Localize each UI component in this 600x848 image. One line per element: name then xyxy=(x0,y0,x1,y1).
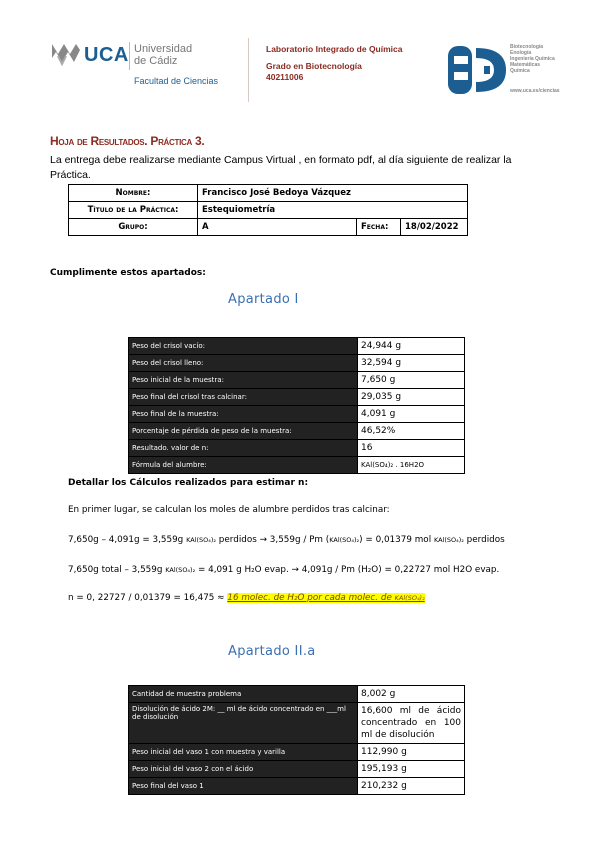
student-info-table xyxy=(68,184,468,236)
table-row xyxy=(129,372,465,389)
faculty-url: www.uca.es/ciencias xyxy=(510,88,560,94)
uca-wordmark: UCA xyxy=(84,44,129,66)
table-row xyxy=(129,406,465,423)
row-label: Fórmula del alumbre: xyxy=(129,457,358,474)
row-label: Peso final de la muestra: xyxy=(129,406,358,423)
row-label: Peso inicial del vaso 2 con el ácido xyxy=(129,761,358,778)
universidad-name xyxy=(134,43,192,67)
program-item: Enología xyxy=(510,50,532,56)
formula-alumbre: KAl(SO₄)₂ xyxy=(186,536,216,544)
titulo-value: Estequiometría xyxy=(198,202,468,219)
intro-text: La entrega debe realizarse mediante Campus Virtual , en formato pdf, al día siguiente de realizar la Práctica. xyxy=(50,154,512,181)
table-row xyxy=(129,457,465,474)
table-row xyxy=(69,202,468,219)
row-label: Peso inicial del vaso 1 con muestra y varilla xyxy=(129,744,358,761)
apartado-1-title: Apartado I xyxy=(228,292,299,307)
calc-part: 7,650g total – 3,559g xyxy=(68,565,163,575)
grupo-label: Grupo: xyxy=(69,219,198,236)
table-row xyxy=(129,703,465,744)
row-label: Disolución de ácido 2M: __ ml de ácido concentrado en ___ml de disolución xyxy=(129,703,358,744)
header-divider xyxy=(248,38,249,102)
table-row xyxy=(129,389,465,406)
row-value: 112,990 g xyxy=(358,744,465,761)
formula-alumbre: KAl(SO₄)₂ xyxy=(433,536,464,544)
row-value: 195,193 g xyxy=(358,761,465,778)
course-code: 40211006 xyxy=(266,72,304,82)
row-label: Peso final del crisol tras calcinar: xyxy=(129,389,358,406)
program-item: Biotecnología xyxy=(510,44,544,50)
result-text: 16 molec. de H₂O por cada molec. de xyxy=(227,593,392,603)
table-row xyxy=(129,744,465,761)
program-item: Ingeniería Química xyxy=(510,56,555,62)
grupo-value: A xyxy=(198,219,357,236)
table-row xyxy=(129,423,465,440)
calc-part: perdidos xyxy=(466,535,505,545)
row-label: Resultado. valor de n: xyxy=(129,440,358,457)
calculos-heading: Detallar los Cálculos realizados para estimar n: xyxy=(68,478,309,488)
degree: Grado en Biotecnología xyxy=(266,61,362,71)
table-row xyxy=(129,761,465,778)
row-value: 24,944 g xyxy=(358,338,465,355)
result-highlight xyxy=(227,593,424,603)
calc-part: perdidos → 3,559g / Pm ( xyxy=(218,535,330,545)
table-row xyxy=(69,185,468,202)
row-value: 16 xyxy=(358,440,465,457)
row-label: Peso final del vaso 1 xyxy=(129,778,358,795)
row-label: Porcentaje de pérdida de peso de la muestra: xyxy=(129,423,358,440)
uca-divider xyxy=(129,42,130,70)
row-value: 4,091 g xyxy=(358,406,465,423)
calc-part: = 4,091 g H₂O evap. → 4,091g / Pm (H₂O) = 0,22727 mol H2O evap. xyxy=(197,565,500,575)
fecha-label: Fecha: xyxy=(357,219,401,236)
apartado-1-table xyxy=(128,337,465,474)
row-value: 16,600 ml de ácido concentrado en 100 ml de disolución xyxy=(358,703,465,744)
cumplimente-heading: Cumplimente estos apartados: xyxy=(50,268,206,278)
nombre-value: Francisco José Bedoya Vázquez xyxy=(198,185,468,202)
fecha-value: 18/02/2022 xyxy=(401,219,468,236)
titulo-label: Título de la Práctica: xyxy=(69,202,198,219)
table-row xyxy=(129,338,465,355)
table-row xyxy=(129,778,465,795)
calc-part: 7,650g – 4,091g = 3,559g xyxy=(68,535,184,545)
program-item: Química xyxy=(510,68,530,74)
calc-part: ) = 0,01379 mol xyxy=(359,535,432,545)
table-row xyxy=(129,355,465,372)
calc-line-2 xyxy=(68,535,505,545)
program-item: Matemáticas xyxy=(510,62,541,68)
universidad-line-1: Universidad xyxy=(134,43,193,55)
apartado-2-title: Apartado II.a xyxy=(228,644,316,659)
nombre-label: Nombre: xyxy=(69,185,198,202)
row-label: Peso inicial de la muestra: xyxy=(129,372,358,389)
row-value: KAl(SO₄)₂ . 16H2O xyxy=(358,457,465,474)
calc-part: n = 0, 22727 / 0,01379 = 16,475 ≈ xyxy=(68,593,225,603)
lab-title: Laboratorio Integrado de Química xyxy=(266,44,403,54)
uca-logo xyxy=(50,40,220,100)
facultad-ciencias-logo-icon xyxy=(448,42,508,98)
row-value: 8,002 g xyxy=(358,686,465,703)
row-value: 29,035 g xyxy=(358,389,465,406)
table-row xyxy=(129,440,465,457)
page-title: Hoja de Resultados. Práctica 3. xyxy=(50,134,205,148)
table-row xyxy=(129,686,465,703)
universidad-line-2: de Cádiz xyxy=(134,55,178,67)
row-label: Peso del crisol vacío: xyxy=(129,338,358,355)
table-row xyxy=(69,219,468,236)
formula-alumbre: KAl(SO₄)₂ xyxy=(165,566,196,574)
row-label: Cantidad de muestra problema xyxy=(129,686,358,703)
row-label: Peso del crisol lleno: xyxy=(129,355,358,372)
row-value: 32,594 g xyxy=(358,355,465,372)
formula-alumbre: KAl(SO₄)₂ xyxy=(329,536,360,544)
uca-emblem-icon xyxy=(50,40,82,68)
calc-line-4 xyxy=(68,593,425,603)
calc-line-3 xyxy=(68,565,499,575)
row-value: 210,232 g xyxy=(358,778,465,795)
faculty-programs xyxy=(510,44,555,74)
lab-info xyxy=(266,44,403,83)
row-value: 46,52% xyxy=(358,423,465,440)
formula-alumbre: KAl(SO₄)₂ xyxy=(394,594,425,602)
calc-line-1: En primer lugar, se calculan los moles de alumbre perdidos tras calcinar: xyxy=(68,505,390,515)
apartado-2-table xyxy=(128,685,465,795)
row-value: 7,650 g xyxy=(358,372,465,389)
facultad-name: Facultad de Ciencias xyxy=(134,76,219,86)
